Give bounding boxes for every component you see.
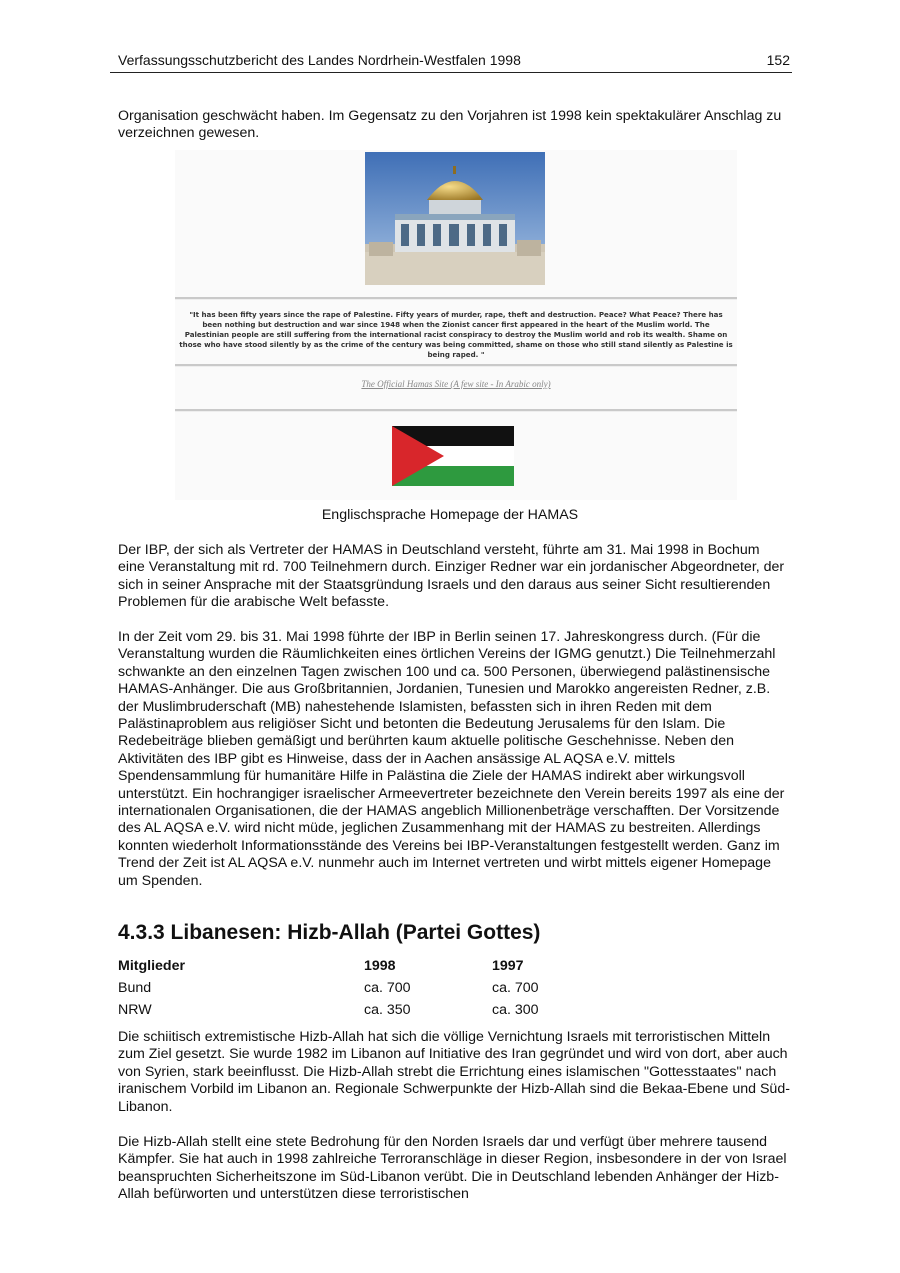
palestinian-flag xyxy=(392,426,514,486)
separator-line xyxy=(175,364,737,367)
paragraph-ibp-bochum: Der IBP, der sich als Vertreter der HAMAS in Deutschland versteht, führte am 31. Mai 1998 in Bochum eine Veranstaltung mit rd. 700 Teilnehmern durch. Einziger Redner war ein jordanischer Abgeordneter, der sich in seiner Ansprache mit der Staatsgründung Israels und den daraus aus seiner Sicht resultierenden Problemen für die arabische Welt befasste. xyxy=(118,542,785,611)
table-cell: ca. 300 xyxy=(492,1002,539,1018)
separator-line xyxy=(175,297,737,300)
page-header xyxy=(110,52,792,73)
column-header: 1997 xyxy=(492,958,524,974)
paragraph-ibp-berlin: In der Zeit vom 29. bis 31. Mai 1998 führte der IBP in Berlin seinen 17. Jahreskongress durch. (Für die Veranstaltung wurden die Räumlichkeiten eines örtlichen Vereins der IGMG genutzt.) Die Teilnehmerzahl schwankte an den einzelnen Tagen zwischen 100 und ca. 500 Personen, überwiegend palästinensische HAMAS-Anhänger. Die aus Großbritannien, Jordanien, Tunesien und Marokko angereisten Redner, z.B. der Muslimbruderschaft (MB) nahestehende Islamisten, befassten sich in ihren Reden mit dem Palästinaproblem aus religiöser Sicht und betonten die Bedeutung Jerusalems für den Islam. Die Redebeiträge blieben gemäßigt und berührten kaum aktuelle politische Geschehnisse. Neben den Aktivitäten des IBP gibt es Hinweise, dass der in Aachen ansässige AL AQSA e.V. mittels Spendensammlung für humanitäre Hilfe in Palästina die Ziele der HAMAS indirekt aber wirkungsvoll unterstützt. Ein hochrangiger israelischer Armeevertreter bezeichnete den Verein bereits 1997 als eine der internationalen Organisationen, die der HAMAS angeblich Millionenbeträge verschafften. Der Vorsitzende des AL AQSA e.V. wird nicht müde, jeglichen Zusammenhang mit der HAMAS zu bestreiten. Allerdings konnten wiederholt Informationsstände des Vereins bei IBP-Veranstaltungen festgestellt werden. Ganz im Trend der Zeit ist AL AQSA e.V. nunmehr auch im Internet vertreten und wirbt mittels eigener Homepage um Spenden. xyxy=(118,629,785,889)
membership-table xyxy=(118,955,592,1021)
column-header: 1998 xyxy=(364,958,396,974)
table-header-row xyxy=(118,955,592,977)
section-heading: 4.3.3 Libanesen: Hizb-Allah (Partei Gottes) xyxy=(118,921,541,944)
table-row xyxy=(118,977,592,999)
separator-line xyxy=(175,409,737,412)
hamas-quote: "It has been fifty years since the rape of Palestine. Fifty years of murder, rape, theft and destruction. Peace? What Peace? There has been nothing but destruction and war since 1948 when the Zionist cancer first appeared in the heart of the Muslim world. The Palestinian people are still suffering from the international racist conspiracy to destroy the Muslim world and rob its wealth. Shame on those who have stood silently by as the crime of the century was being committed, shame on those who still stand silently as Palestine is being raped. " xyxy=(179,310,733,359)
paragraph-hizb-allah-goals: Die schiitisch extremistische Hizb-Allah hat sich die völlige Vernichtung Israels mit terroristischen Mitteln zum Ziel gesetzt. Sie wurde 1982 im Libanon auf Initiative des Iran gegründet und wird von dort, aber auch von Syrien, stark beeinflusst. Die Hizb-Allah strebt die Errichtung eines islamischen "Gottesstaates" nach iranischem Vorbild im Libanon an. Regionale Schwerpunkte der Hizb-Allah sind die Bekaa-Ebene und Süd-Libanon. xyxy=(118,1029,790,1115)
intro-paragraph: Organisation geschwächt haben. Im Gegensatz zu den Vorjahren ist 1998 kein spektakulärer Anschlag zu verzeichnen gewesen. xyxy=(118,108,782,142)
table-cell: ca. 700 xyxy=(492,980,539,996)
table-row xyxy=(118,999,592,1021)
official-site-link[interactable]: The Official Hamas Site (A few site - In Arabic only) xyxy=(361,379,551,389)
column-header: Mitglieder xyxy=(118,958,186,974)
hamas-homepage-screenshot xyxy=(175,150,737,500)
figure-caption: Englischsprache Homepage der HAMAS xyxy=(321,507,579,523)
paragraph-hizb-allah-threat: Die Hizb-Allah stellt eine stete Bedrohung für den Norden Israels dar und verfügt über mehrere tausend Kämpfer. Sie hat auch in 1998 zahlreiche Terroranschläge in dieser Region, insbesondere in der von Israel beanspruchten Sicherheitszone im Süd-Libanon verübt. Die in Deutschland lebenden Anhänger der Hizb-Allah befürworten und unterstützen diese terroristischen xyxy=(118,1134,787,1203)
table-cell: Bund xyxy=(118,980,152,996)
page-number: 152 xyxy=(766,52,790,68)
table-cell: ca. 350 xyxy=(364,1002,411,1018)
table-cell: NRW xyxy=(118,1002,152,1018)
header-title: Verfassungsschutzbericht des Landes Nordrhein-Westfalen 1998 xyxy=(118,52,521,68)
table-cell: ca. 700 xyxy=(364,980,411,996)
dome-of-the-rock-photo xyxy=(365,152,545,285)
